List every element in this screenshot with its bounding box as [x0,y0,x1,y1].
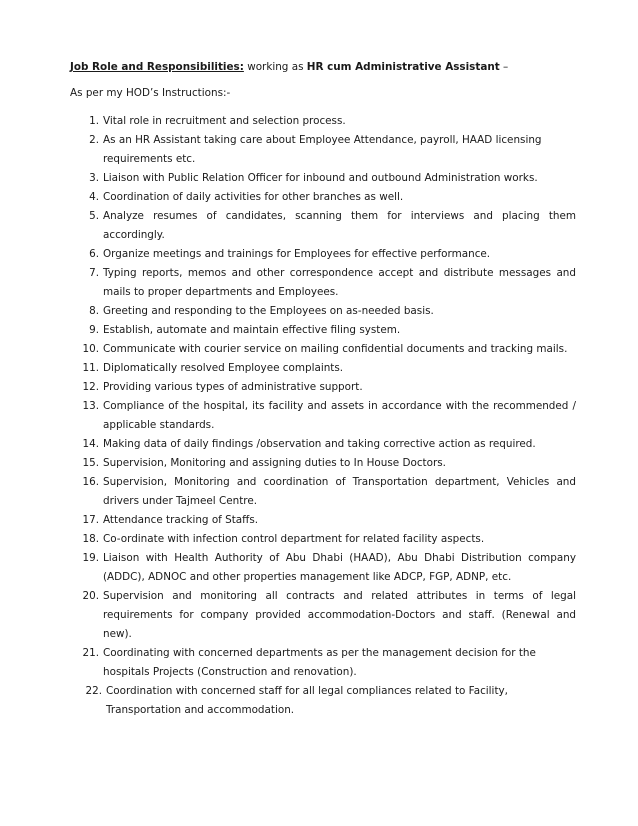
list-item [70,169,576,188]
list-item [70,302,576,321]
list-item-text: Establish, automate and maintain effective filing system. [103,324,401,336]
list-item-number: 7. [89,267,99,279]
list-item-number: 13. [82,400,99,412]
list-item [70,397,576,435]
list-item-number: 14. [82,438,99,450]
heading-suffix: – [499,61,509,73]
list-item [70,245,576,264]
list-item-text: Providing various types of administrative support. [103,381,363,393]
list-item [70,587,576,644]
list-item-text: Liaison with Health Authority of Abu Dhabi (HAAD), Abu Dhabi Distribution company (ADDC), ADNOC and other properties management like ADCP, FGP, ADNP, etc. [103,552,576,583]
list-item-number: 17. [82,514,99,526]
list-item [70,473,576,511]
list-item [70,511,576,530]
heading-prefix: working as [243,61,307,73]
list-item-text: Organize meetings and trainings for Employees for effective performance. [103,248,491,260]
list-item-number: 11. [82,362,99,374]
list-item [70,454,576,473]
list-item-text: Typing reports, memos and other correspondence accept and distribute messages and mails to proper departments and Employees. [103,267,576,298]
list-item-number: 2. [89,134,99,146]
list-item-number: 18. [82,533,99,545]
list-item-number: 3. [89,172,99,184]
list-item-text: Supervision and monitoring all contracts and related attributes in terms of legal requirements for company provided accommodation-Doctors and staff. (Renewal and new). [103,590,576,640]
document-page [70,60,576,720]
list-item-number: 8. [89,305,99,317]
list-item [70,340,576,359]
list-item [70,682,576,720]
section-title: Job Role and Responsibilities: [70,61,244,73]
list-item-number: 10. [82,343,99,355]
list-item [70,112,576,131]
list-item-number: 19. [82,552,99,564]
intro-text: As per my HOD’s Instructions:- [70,87,231,99]
list-item-number: 9. [89,324,99,336]
list-item-number: 15. [82,457,99,469]
list-item-text: Coordination of daily activities for other branches as well. [103,191,404,203]
job-title: HR cum Administrative Assistant [306,61,500,73]
duties-list [70,112,576,720]
list-item-text: Liaison with Public Relation Officer for inbound and outbound Administration works. [103,172,538,184]
list-item [70,321,576,340]
list-item-text: Co-ordinate with infection control department for related facility aspects. [103,533,485,545]
list-item [70,264,576,302]
list-item-number: 4. [89,191,99,203]
list-item-text: Vital role in recruitment and selection process. [103,115,346,127]
list-item-number: 22. [85,685,102,697]
list-item-text: Communicate with courier service on mailing confidential documents and tracking mails. [103,343,568,355]
list-item [70,644,576,682]
list-item-number: 20. [82,590,99,602]
section-heading [70,60,576,74]
list-item-number: 12. [82,381,99,393]
list-item [70,549,576,587]
list-item-number: 1. [89,115,99,127]
list-item-number: 21. [82,647,99,659]
list-item-text: Making data of daily findings /observation and taking corrective action as required. [103,438,536,450]
list-item [70,207,576,245]
list-item-text: Attendance tracking of Staffs. [103,514,259,526]
list-item-text: Supervision, Monitoring and coordination of Transportation department, Vehicles and drivers under Tajmeel Centre. [103,476,576,507]
list-item-text: Coordinating with concerned departments as per the management decision for the hospitals Projects (Construction and renovation). [103,647,536,678]
list-item-text: As an HR Assistant taking care about Employee Attendance, payroll, HAAD licensing requirements etc. [103,134,542,165]
list-item [70,359,576,378]
list-item [70,378,576,397]
list-item [70,530,576,549]
list-item [70,131,576,169]
list-item-text: Diplomatically resolved Employee complaints. [103,362,344,374]
list-item-number: 16. [82,476,99,488]
list-item-number: 6. [89,248,99,260]
list-item-text: Greeting and responding to the Employees on as-needed basis. [103,305,434,317]
list-item [70,435,576,454]
list-item [70,188,576,207]
list-item-text: Supervision, Monitoring and assigning duties to In House Doctors. [103,457,446,469]
list-item-number: 5. [89,210,99,222]
list-item-text: Coordination with concerned staff for all legal compliances related to Facility, Transportation and accommodation. [106,685,508,716]
list-item-text: Compliance of the hospital, its facility and assets in accordance with the recommended / applicable standards. [103,400,576,431]
list-item-text: Analyze resumes of candidates, scanning them for interviews and placing them accordingly. [103,210,576,241]
